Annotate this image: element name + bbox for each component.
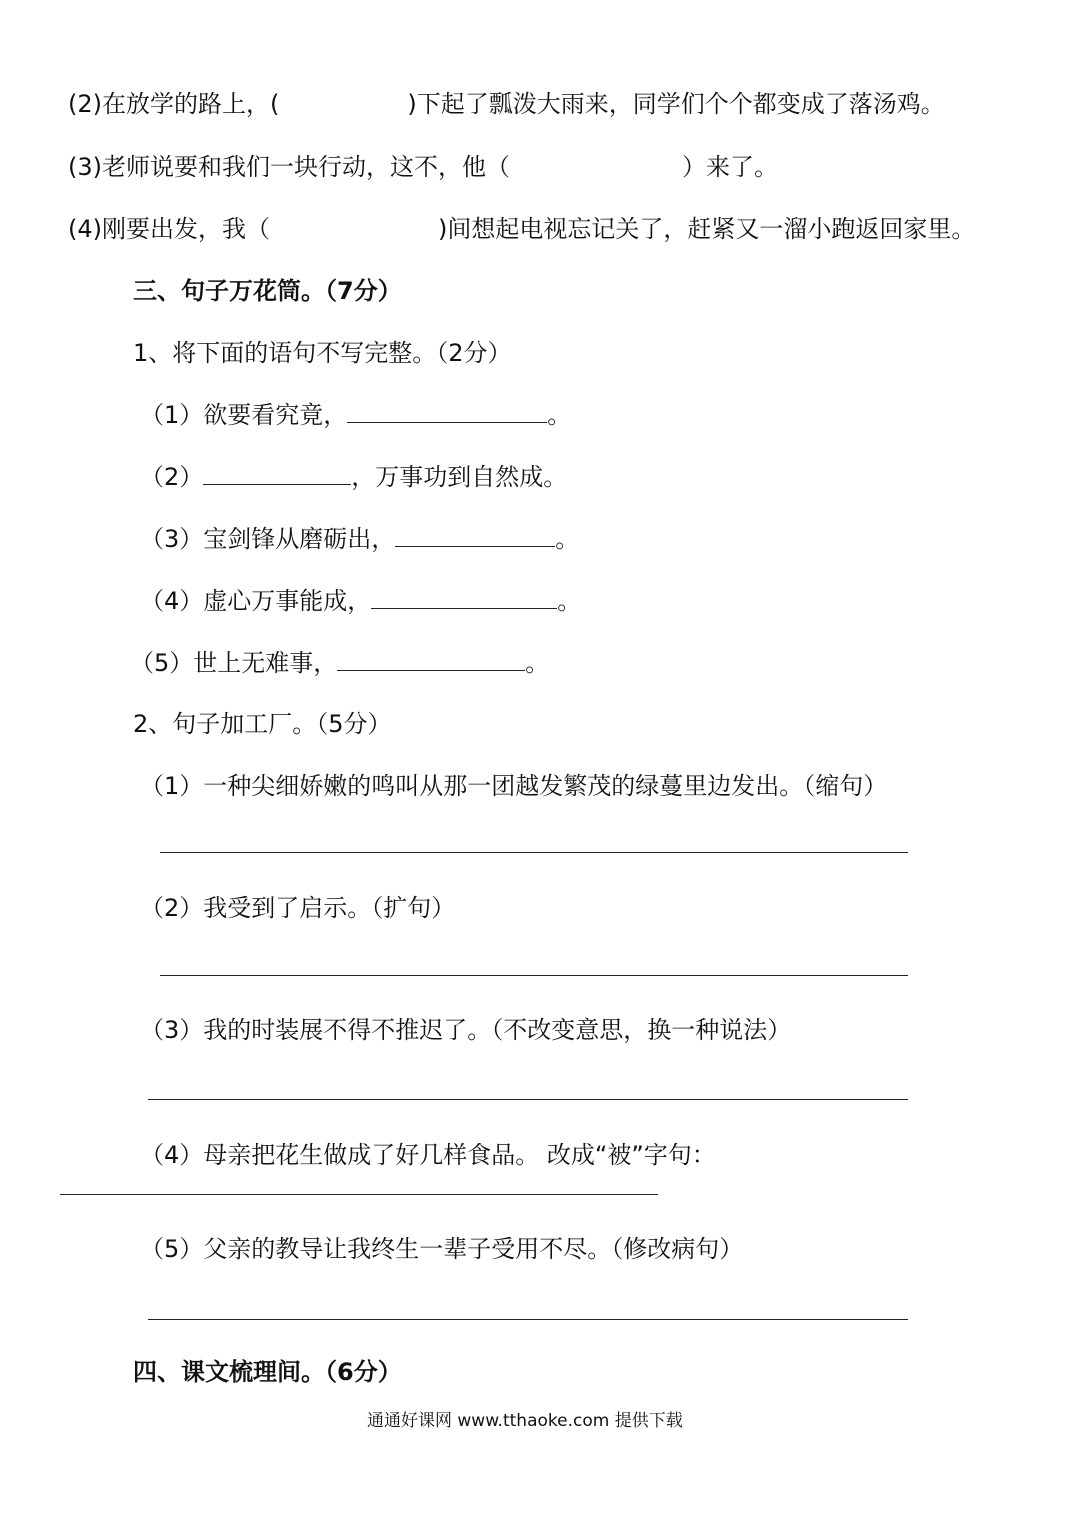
section-4-title: 四、课文梳理间。（6分） bbox=[133, 1358, 402, 1386]
answer-blank[interactable] bbox=[337, 648, 525, 671]
item-number: （1） bbox=[140, 401, 204, 429]
item-text: 母亲把花生做成了好几样食品。 改成“被”字句： bbox=[203, 1141, 716, 1169]
item-text: 我受到了启示。（扩句） bbox=[203, 894, 456, 922]
item-text-after: )间想起电视忘记关了，赶紧又一溜小跑返回家里。 bbox=[438, 215, 976, 243]
section-3-title: 三、句子万花筒。（7分） bbox=[133, 277, 402, 305]
answer-line-4[interactable] bbox=[60, 1194, 658, 1195]
item-number: （5） bbox=[140, 1235, 204, 1263]
section-3-q1-title: 1、将下面的语句不写完整。（2分） bbox=[133, 339, 512, 367]
answer-line-5[interactable] bbox=[148, 1319, 908, 1320]
item-text-before: 刚要出发，我（ bbox=[102, 215, 270, 243]
rewrite-item-5 bbox=[140, 1233, 743, 1265]
completion-item-3 bbox=[140, 523, 579, 555]
item-text: 一种尖细娇嫩的鸣叫从那一团越发繁茂的绿蔓里边发出。（缩句） bbox=[203, 772, 888, 800]
item-text: 父亲的教导让我终生一辈子受用不尽。（修改病句） bbox=[203, 1235, 744, 1263]
item-text-after: 。 bbox=[547, 401, 572, 429]
completion-item-1 bbox=[140, 399, 571, 431]
rewrite-item-3 bbox=[140, 1014, 791, 1046]
completion-item-2 bbox=[140, 461, 567, 493]
answer-blank[interactable] bbox=[395, 524, 555, 547]
item-text-before: 世上无难事， bbox=[193, 649, 338, 677]
item-text-after: 。 bbox=[555, 525, 580, 553]
item-number: （3） bbox=[140, 1016, 204, 1044]
answer-line-3[interactable] bbox=[148, 1099, 908, 1100]
completion-item-4 bbox=[140, 585, 581, 617]
page-footer: 通通好课网 www.tthaoke.com 提供下载 bbox=[367, 1411, 683, 1431]
item-number: （2） bbox=[140, 463, 204, 491]
fill-in-3 bbox=[68, 151, 778, 183]
answer-blank[interactable] bbox=[347, 400, 547, 423]
item-text-after: 。 bbox=[525, 649, 550, 677]
item-text: 我的时装展不得不推迟了。（不改变意思，换一种说法） bbox=[203, 1016, 792, 1044]
item-text-after: ）来了。 bbox=[682, 153, 778, 181]
item-number: （4） bbox=[140, 587, 204, 615]
fill-in-2 bbox=[68, 88, 945, 120]
answer-line-2[interactable] bbox=[160, 975, 908, 976]
item-number: (2) bbox=[68, 90, 102, 118]
answer-line-1[interactable] bbox=[160, 852, 908, 853]
fill-in-4 bbox=[68, 213, 975, 245]
item-text-after: )下起了瓢泼大雨来，同学们个个都变成了落汤鸡。 bbox=[407, 90, 945, 118]
item-number: （5） bbox=[130, 649, 194, 677]
section-3-q2-title: 2、句子加工厂。（5分） bbox=[133, 710, 392, 738]
item-number: (4) bbox=[68, 215, 102, 243]
answer-blank[interactable] bbox=[371, 586, 557, 609]
item-text-before: 宝剑锋从磨砺出， bbox=[203, 525, 396, 553]
item-number: （1） bbox=[140, 772, 204, 800]
item-text-after: 。 bbox=[557, 587, 582, 615]
completion-item-5 bbox=[130, 647, 549, 679]
item-number: (3) bbox=[68, 153, 102, 181]
rewrite-item-4 bbox=[140, 1139, 716, 1171]
answer-blank[interactable] bbox=[203, 462, 351, 485]
rewrite-item-2 bbox=[140, 892, 455, 924]
item-text-before: 欲要看究竟， bbox=[203, 401, 348, 429]
item-text-before: 虚心万事能成， bbox=[203, 587, 372, 615]
item-number: （3） bbox=[140, 525, 204, 553]
item-text-before: 老师说要和我们一块行动，这不，他（ bbox=[102, 153, 510, 181]
item-text-after: ，万事功到自然成。 bbox=[351, 463, 568, 491]
item-text-before: 在放学的路上，( bbox=[102, 90, 280, 118]
item-number: （4） bbox=[140, 1141, 204, 1169]
rewrite-item-1 bbox=[140, 770, 887, 802]
item-number: （2） bbox=[140, 894, 204, 922]
